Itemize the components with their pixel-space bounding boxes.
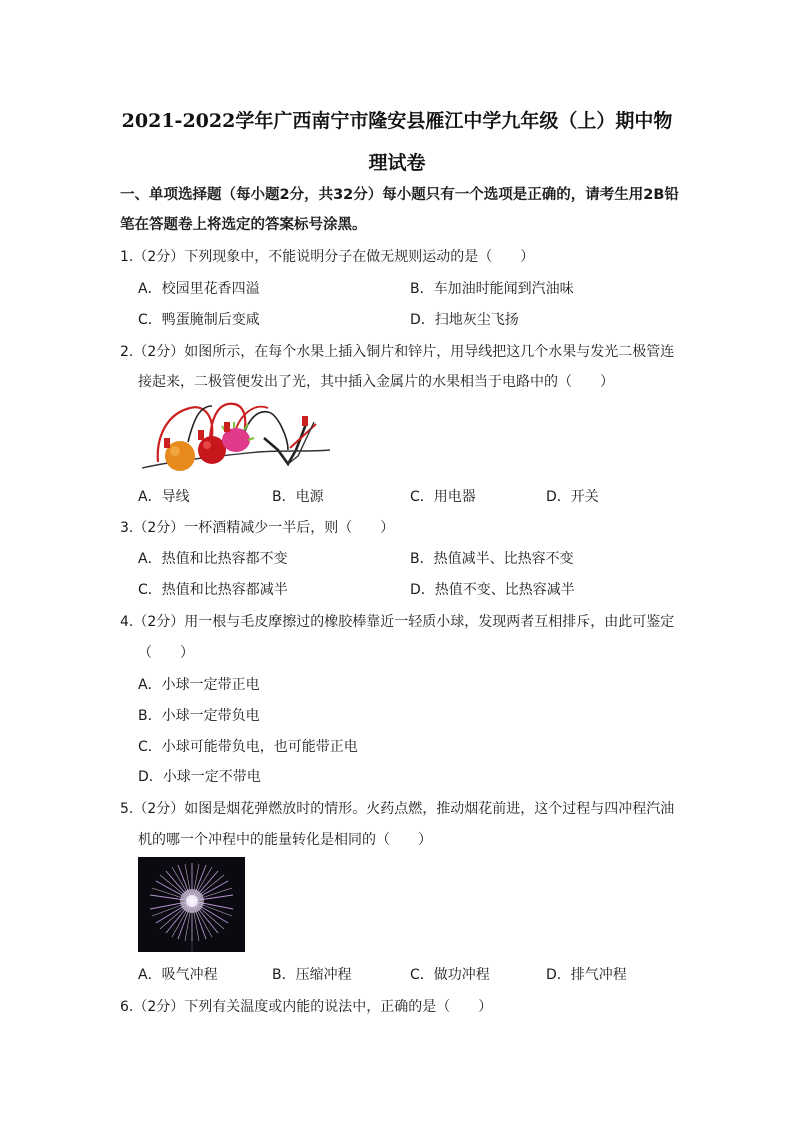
firework-figure [138,857,245,952]
question-3-option-a: A．热值和比热容都不变 [138,551,288,567]
question-4-option-b: B．小球一定带负电 [138,708,260,724]
question-3-option-b: B．热值减半、比热容不变 [410,551,574,567]
question-5-stem-line1: 5.（2分）如图是烟花弹燃放时的情形。火药点燃，推动烟花前进，这个过程与四冲程汽油 [120,801,675,817]
question-6-stem: 6.（2分）下列有关温度或内能的说法中，正确的是（ ） [120,999,493,1015]
fruit-battery-figure [138,398,334,476]
question-2-option-a: A．导线 [138,489,190,505]
question-2-option-b: B．电源 [272,489,324,505]
question-5-option-d: D．排气冲程 [546,967,627,983]
question-3-option-c: C．热值和比热容都减半 [138,582,288,598]
question-2-option-d: D．开关 [546,489,599,505]
question-5-option-a: A．吸气冲程 [138,967,218,983]
question-5-stem-line2: 机的哪一个冲程中的能量转化是相同的（ ） [138,832,432,848]
question-1-option-a: A．校园里花香四溢 [138,281,260,297]
question-3-option-d: D．热值不变、比热容减半 [410,582,575,598]
question-4-stem-line1: 4.（2分）用一根与毛皮摩擦过的橡胶棒靠近一轻质小球，发现两者互相排斥，由此可鉴定 [120,614,675,630]
question-1-option-b: B．车加油时能闻到汽油味 [410,281,574,297]
question-2-stem-line1: 2.（2分）如图所示，在每个水果上插入铜片和锌片，用导线把这几个水果与发光二极管连 [120,344,675,360]
question-4-option-a: A．小球一定带正电 [138,677,260,693]
page-title-line2: 理试卷 [368,152,426,174]
question-1-option-d: D．扫地灰尘飞扬 [410,312,519,328]
question-1-stem: 1.（2分）下列现象中，不能说明分子在做无规则运动的是（ ） [120,249,535,265]
question-5-option-c: C．做功冲程 [410,967,490,983]
question-4-option-d: D．小球一定不带电 [138,769,261,785]
page-title-line1: 2021-2022学年广西南宁市隆安县雁江中学九年级（上）期中物 [121,110,673,132]
question-4-stem-line2: （ ） [138,645,194,661]
question-3-stem: 3.（2分）一杯酒精减少一半后，则（ ） [120,520,395,536]
question-4-option-c: C．小球可能带负电，也可能带正电 [138,739,358,755]
question-1-option-c: C．鸭蛋腌制后变咸 [138,312,260,328]
section-heading-line1: 一、单项选择题（每小题2分，共32分）每小题只有一个选项是正确的，请考生用2B铅 [120,187,679,203]
section-heading-line2: 笔在答题卷上将选定的答案标号涂黑。 [120,217,367,233]
question-5-option-b: B．压缩冲程 [272,967,352,983]
question-2-stem-line2: 接起来，二极管便发出了光，其中插入金属片的水果相当于电路中的（ ） [138,374,614,390]
question-2-option-c: C．用电器 [410,489,476,505]
